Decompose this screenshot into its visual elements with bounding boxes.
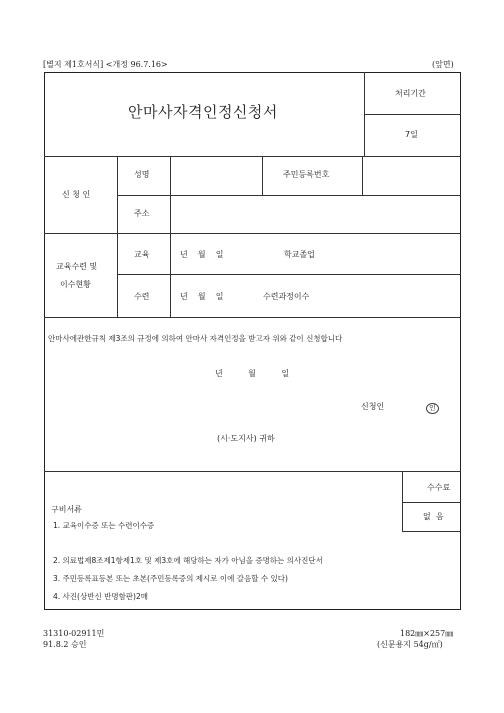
divider	[44, 317, 461, 318]
divider	[117, 274, 461, 275]
divider	[117, 156, 118, 317]
divider	[44, 233, 461, 234]
divider	[262, 156, 263, 195]
divider	[170, 156, 171, 317]
name-label: 성명	[134, 170, 150, 179]
address-label: 주소	[134, 209, 150, 218]
page-title: 안마사자격인정신청서	[128, 103, 278, 121]
training-label: 수련	[134, 292, 150, 301]
divider	[117, 195, 461, 196]
divider	[364, 72, 365, 156]
education-section-label: 교육수련 및	[56, 262, 98, 271]
divider	[402, 531, 461, 532]
fee-label: 수수료	[427, 483, 451, 492]
education-date[interactable]: 년 월 일	[180, 250, 224, 259]
processing-period-label: 처리기간	[395, 89, 426, 98]
seal-mark: 인	[426, 403, 439, 414]
divider	[44, 471, 461, 472]
education-suffix: 학교졸업	[284, 250, 315, 259]
declaration-date[interactable]: 년 월 일	[215, 369, 290, 378]
divider	[44, 156, 461, 157]
form-code: 31310-02911민	[43, 629, 105, 638]
document-item: 1. 교육이수증 또는 수련이수증	[53, 521, 155, 530]
processing-period-value: 7일	[405, 130, 418, 139]
divider	[402, 471, 403, 531]
signer-label: 신청인	[361, 402, 385, 411]
divider	[402, 502, 461, 503]
divider	[362, 156, 363, 195]
training-suffix: 수련과정이수	[263, 292, 310, 301]
education-label: 교육	[134, 250, 150, 259]
education-section-label-2: 이수현황	[60, 280, 91, 289]
documents-heading: 구비서류	[51, 505, 82, 514]
fee-value: 없 음	[423, 512, 444, 521]
applicant-section-label: 신 청 인	[62, 190, 91, 199]
declaration-text: 안마사에관한규칙 제3조의 규정에 의하여 안마사 자격인정을 받고자 위와 같이 신청합니다	[48, 334, 343, 343]
paper-size: 182㎜×257㎜	[400, 629, 454, 638]
approval-date: 91.8.2 승인	[43, 640, 87, 649]
training-date[interactable]: 년 월 일	[180, 292, 224, 301]
document-item: 3. 주민등록표등본 또는 초본(주민등록증의 제시로 이에 갈음할 수 있다)	[53, 574, 288, 583]
id-number-label: 주민등록번호	[283, 170, 330, 179]
divider	[364, 114, 461, 115]
document-item: 4. 사진(상반신 반명함판)2매	[53, 592, 148, 601]
recipient: (시·도지사) 귀하	[217, 434, 275, 443]
document-item: 2. 의료법제8조제1항제1호 및 제3호에 해당하는 자가 아님을 증명하는 의사진단서	[53, 556, 323, 565]
page-side-label: (앞면)	[432, 60, 454, 69]
form-reference: [별지 제1호서식] <개정 96.7.16>	[43, 60, 168, 69]
paper-type: (신문용지 54g/㎡)	[377, 640, 443, 649]
